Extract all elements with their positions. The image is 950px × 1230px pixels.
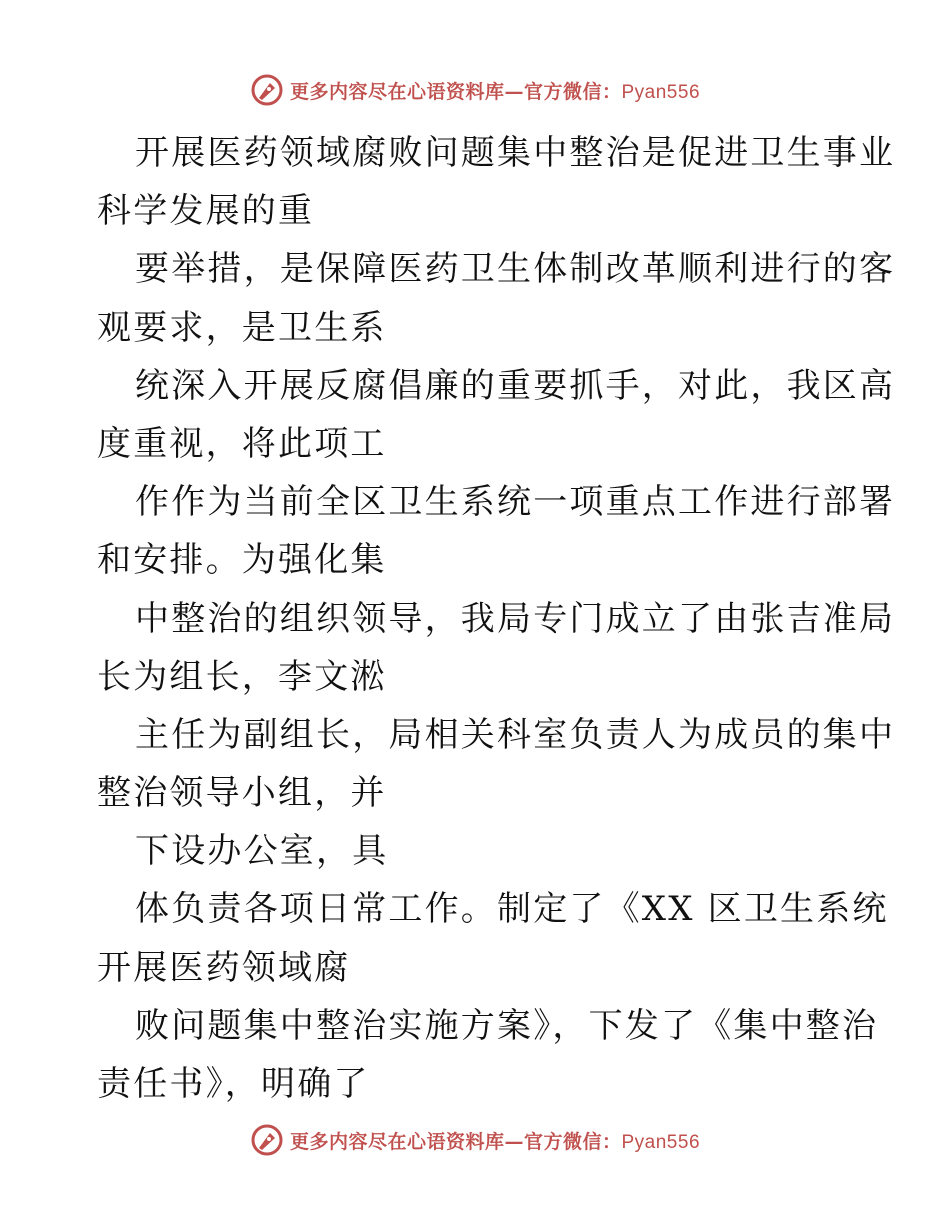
text-line: 科学发展的重 — [97, 191, 315, 232]
text-line: 统深入开展反腐倡廉的重要抓手，对此，我区高 — [135, 365, 896, 406]
text-line: 中整治的组织领导，我局专门成立了由张吉准局 — [135, 598, 896, 639]
pen-nib-logo-icon — [250, 73, 284, 107]
text-line: 下设办公室，具 — [135, 831, 389, 872]
text-line: 责任书》，明确了 — [97, 1064, 370, 1104]
footer-watermark — [0, 1120, 950, 1160]
text-line: 要举措，是保障医药卫生体制改革顺利进行的客 — [135, 249, 896, 290]
text-line: 主任为副组长，局相关科室负责人为成员的集中 — [135, 714, 896, 755]
text-line: 度重视，将此项工 — [97, 423, 387, 464]
text-line: 败问题集中整治实施方案》，下发了《集中整治 — [135, 1005, 879, 1046]
text-line: 观要求，是卫生系 — [97, 307, 387, 348]
text-line: 整治领导小组，并 — [97, 773, 387, 814]
watermark-handle: Pyan556 — [621, 81, 701, 103]
text-line: 作作为当前全区卫生系统一项重点工作进行部署 — [135, 482, 896, 523]
header-watermark — [0, 70, 950, 110]
text-line: 长为组长，李文淞 — [97, 656, 387, 697]
watermark-text: 更多内容尽在心语资料库—官方微信：Pyan556 — [289, 80, 701, 103]
pen-nib-logo-icon — [250, 1123, 284, 1157]
watermark-text: 更多内容尽在心语资料库—官方微信：Pyan556 — [289, 1130, 701, 1153]
text-line: 开展医药领域腐 — [97, 947, 351, 988]
text-line: 和安排。为强化集 — [97, 540, 387, 581]
watermark-handle: Pyan556 — [621, 1131, 701, 1153]
text-line: 开展医药领域腐败问题集中整治是促进卫生事业 — [135, 133, 896, 173]
text-line: 体负责各项日常工作。制定了《XX 区卫生系统 — [135, 889, 889, 930]
document-body — [97, 124, 896, 1113]
